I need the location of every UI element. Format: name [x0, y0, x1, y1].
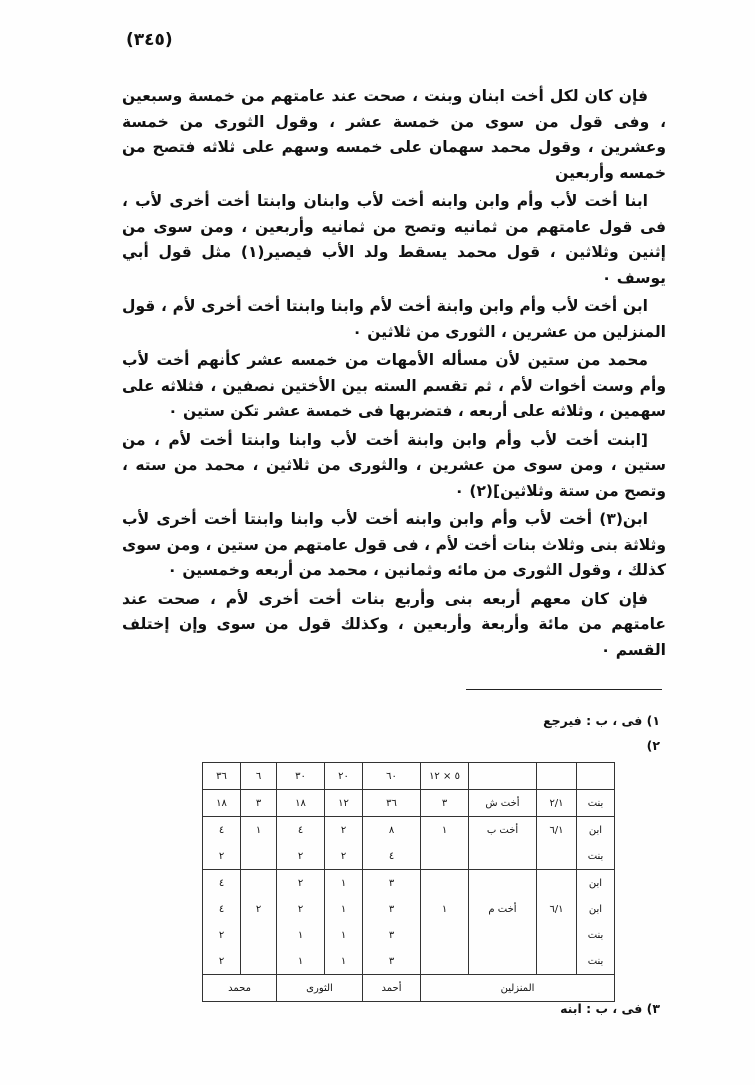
table-cell: ٣٠: [277, 763, 325, 790]
page-number: (٣٤٥): [126, 30, 173, 50]
table-cell: ١: [325, 896, 363, 922]
table-cell: ١: [421, 896, 469, 922]
table-cell: أخت ش: [469, 790, 537, 817]
table-cell: [421, 843, 469, 870]
paragraph: ابن(٣) أخت لأب وأم وابن وابنه أخت لأب وابنا وابنتا أخت أخرى لأب وثلاثة بنى وثلاث بنات أخت لأم ، فى قول عامتهم من ستين ، ومن سوى كذلك ، وقول الثورى من مائه وثمانين ، محمد من أربعه وخمسين ٠: [122, 510, 666, 579]
footnote-3: ٣) فى ، ب : ابنه: [560, 1001, 660, 1016]
paragraph: ابن أخت لأب وأم وابن وابنة أخت لأم وابنا وابنتا أخت أخرى لأم ، قول المنزلين من عشرين ، الثورى من ثلاثين ٠: [122, 297, 666, 341]
table-cell: ٢: [203, 922, 241, 948]
table-cell: [537, 948, 577, 975]
table-cell: ١: [421, 817, 469, 844]
inheritance-table: [202, 762, 615, 1002]
table-cell: ٣٦: [363, 790, 421, 817]
table-footer-cell: الثورى: [277, 975, 363, 1002]
table-cell: [469, 922, 537, 948]
table-cell: بنت: [577, 843, 615, 870]
table-cell: ابن: [577, 817, 615, 844]
table-cell: ٢: [277, 870, 325, 897]
table-header-row: [203, 763, 615, 790]
table-row: [203, 817, 615, 844]
table-cell: [577, 763, 615, 790]
table-cell: [537, 763, 577, 790]
table-cell: ٦/١: [537, 817, 577, 844]
table-cell: ٣٦: [203, 763, 241, 790]
table-cell: ٢: [325, 817, 363, 844]
table-cell: ٣: [363, 896, 421, 922]
table-cell: [241, 843, 277, 870]
table-cell: ١٨: [203, 790, 241, 817]
table-cell: أخت ب: [469, 817, 537, 844]
paragraph: محمد من ستين لأن مسأله الأمهات من خمسه عشر كأنهم أخت لأب وأم وست أخوات لأم ، ثم تقسم السته بين الأختين نصفين ، فثلاثه على سهمين ، وثلاثه على أربعه ، فتضربها فى خمسة عشر تكن ستين ٠: [122, 351, 666, 420]
table-cell: [241, 922, 277, 948]
table-cell: [469, 870, 537, 897]
table-cell: [469, 948, 537, 975]
table-cell: ١: [325, 870, 363, 897]
table-cell: ١٢: [325, 790, 363, 817]
table-cell: ٤: [277, 817, 325, 844]
table-cell: ٢: [325, 843, 363, 870]
table-cell: ١٨: [277, 790, 325, 817]
table-cell: ابن: [577, 896, 615, 922]
table-row: [203, 896, 615, 922]
paragraph: فإن كان لكل أخت ابنان وبنت ، صحت عند عامتهم من خمسة وسبعين ، وفى قول من سوى من خمسة عشر ، وقول الثورى من خمسة وعشرين ، وقول محمد سهمان على خمسه وسهم على ثلاثه فتصح من خمسه وأربعين: [122, 87, 666, 182]
table-cell: ٣: [363, 948, 421, 975]
table-cell: ٨: [363, 817, 421, 844]
table-cell: ٢: [277, 896, 325, 922]
table-cell: ٤: [363, 843, 421, 870]
table-cell: [421, 922, 469, 948]
table-cell: ٢: [203, 948, 241, 975]
table-row: [203, 922, 615, 948]
table-cell: ابن: [577, 870, 615, 897]
table-footer-cell: أحمد: [363, 975, 421, 1002]
footnote-1: ١) فى ، ب : فيرجع: [543, 713, 660, 728]
footnote-divider: [466, 689, 662, 690]
table-cell: ٢: [203, 843, 241, 870]
table-cell: ٤: [203, 870, 241, 897]
body-text: [122, 84, 666, 666]
table-cell: ٣: [421, 790, 469, 817]
table-row: [203, 870, 615, 897]
table-cell: ٥ × ١٢: [421, 763, 469, 790]
table-cell: ٣: [241, 790, 277, 817]
table-cell: [421, 948, 469, 975]
table-cell: بنت: [577, 922, 615, 948]
table-cell: ١: [325, 922, 363, 948]
table-cell: ٣: [363, 922, 421, 948]
table-row: [203, 948, 615, 975]
table-footer-row: [203, 975, 615, 1002]
table-cell: [537, 922, 577, 948]
table-cell: ٦: [241, 763, 277, 790]
table-cell: ٤: [203, 817, 241, 844]
table-cell: [537, 870, 577, 897]
table-cell: ٦٠: [363, 763, 421, 790]
paragraph: [ابنت أخت لأب وأم وابن وابنة أخت لأب وابنا وابنتا أخت لأم ، من ستين ، ومن سوى من عشرين ، والثورى من ثلاثين ، محمد من سته ، وتصح من ستة وثلاثين](٢) ٠: [122, 430, 666, 500]
table-row: [203, 843, 615, 870]
table-cell: ٢: [241, 896, 277, 922]
footnote-2: ٢): [646, 738, 660, 753]
paragraph: فإن كان معهم أربعه بنى وأربع بنات أخت أخرى لأم ، صحت عند عامتهم من مائة وأربعة وأربعين ، وكذلك قول من سوى وإن إختلف القسم ٠: [122, 589, 666, 659]
table-cell: ١: [325, 948, 363, 975]
table-cell: بنت: [577, 948, 615, 975]
table-cell: [241, 948, 277, 975]
table-cell: ٣: [363, 870, 421, 897]
table-cell: ١: [277, 948, 325, 975]
table-cell: أخت م: [469, 896, 537, 922]
table-cell: [469, 763, 537, 790]
paragraph: ابنا أخت لأب وأم وابن وابنه أخت لأب وابنان وابنتا أخت أخرى لأب ، فى قول عامتهم من ثمانيه وتصح من ثمانيه وأربعين ، ومن سوى من إثنين وثلاثين ، قول محمد يسقط ولد الأب فيصير(١) مثل قول أبي يوسف ٠: [122, 192, 666, 287]
table-cell: [421, 870, 469, 897]
table-footer-cell: المنزلين: [421, 975, 615, 1002]
table-cell: ٢٠: [325, 763, 363, 790]
table-cell: ٤: [203, 896, 241, 922]
table-cell: ١: [241, 817, 277, 844]
table-cell: [241, 870, 277, 897]
table-cell: ٢: [277, 843, 325, 870]
table-cell: [537, 843, 577, 870]
table-cell: بنت: [577, 790, 615, 817]
table-cell: [469, 843, 537, 870]
table-cell: ٢/١: [537, 790, 577, 817]
table-cell: ٦/١: [537, 896, 577, 922]
table-row: [203, 790, 615, 817]
table-footer-cell: محمد: [203, 975, 277, 1002]
table-cell: ١: [277, 922, 325, 948]
